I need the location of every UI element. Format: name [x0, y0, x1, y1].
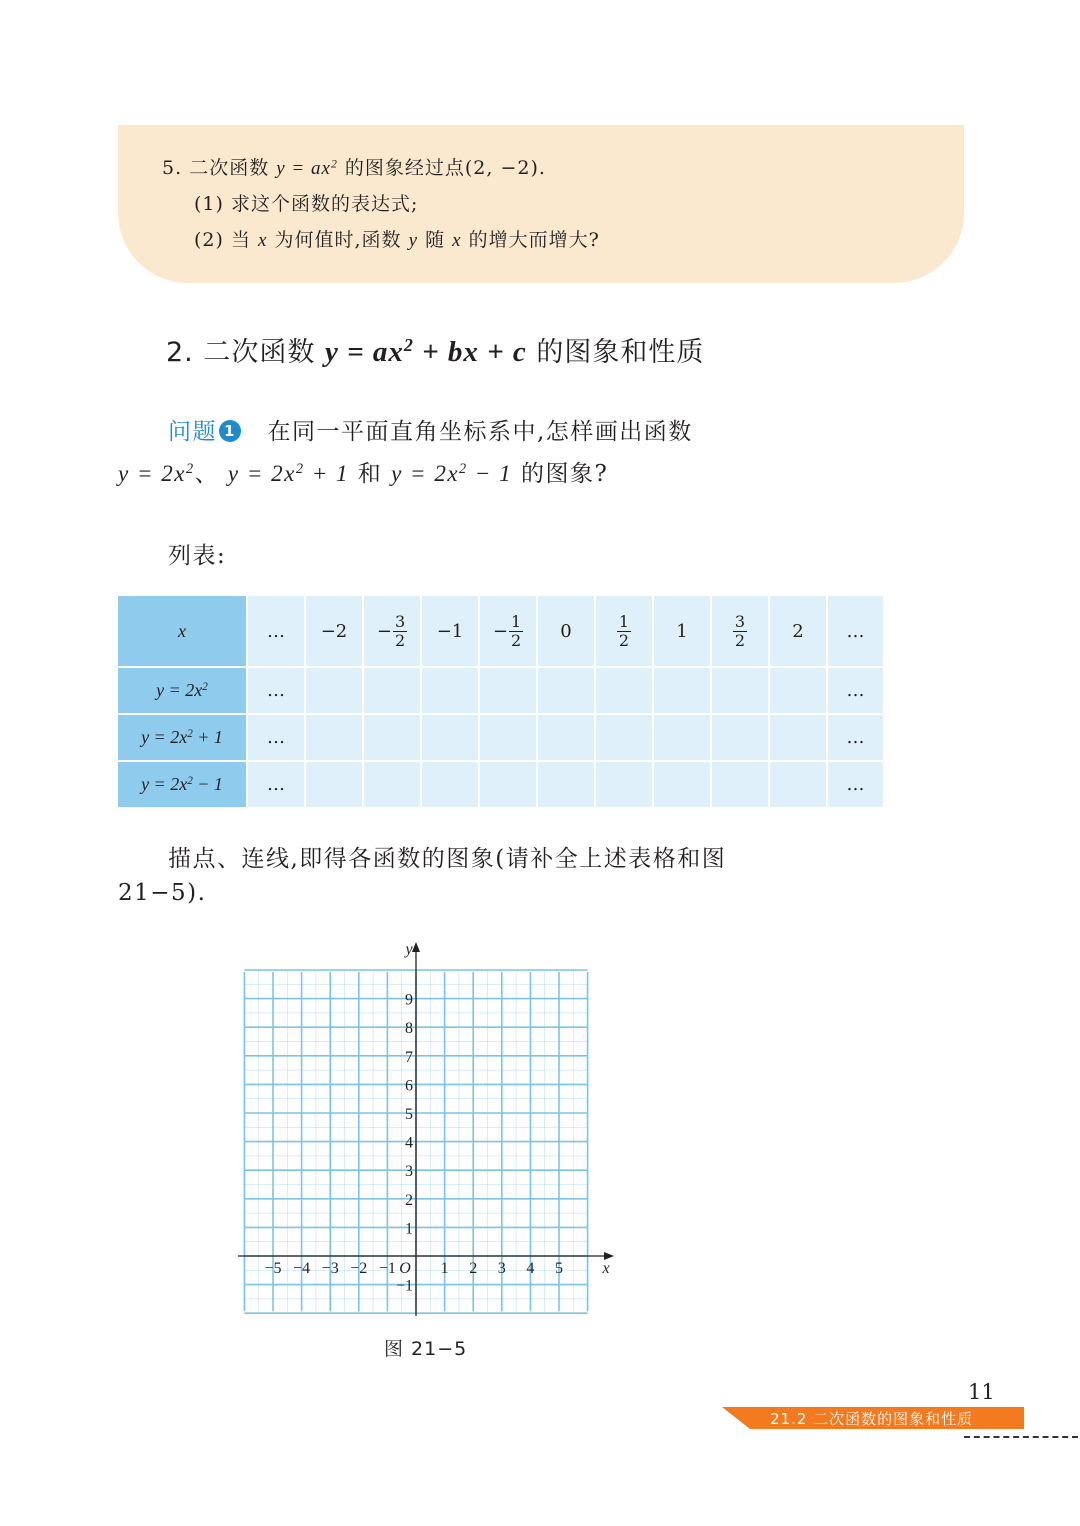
table-cell [538, 668, 596, 715]
table-cell: 2 [770, 596, 828, 668]
table-cell: −1 [422, 596, 480, 668]
table-cell: … [828, 596, 885, 668]
table-cell: … [828, 762, 885, 809]
table-cell [712, 715, 770, 762]
y-tick-label: 3 [405, 1163, 413, 1181]
table-cell-fraction: − $\frac{1}{2}$ [480, 596, 538, 668]
x-axis-label: x [602, 1260, 610, 1277]
instruction-line2: 21−5). [118, 880, 207, 906]
table-row [118, 762, 885, 809]
y-tick-label: 7 [405, 1048, 413, 1066]
function-y-2x2: $y = 2x^2$ [118, 461, 195, 486]
table-cell [480, 668, 538, 715]
exercise-stem-suffix: 的图象经过点(2, −2). [344, 157, 546, 179]
table-cell [654, 715, 712, 762]
table-cell: … [248, 715, 306, 762]
y-tick-label: 5 [405, 1106, 413, 1123]
table-cell [538, 715, 596, 762]
question-number-badge: 1 [219, 420, 241, 442]
value-table [118, 596, 885, 809]
x-axis-arrow [604, 1252, 614, 1260]
section-title-suffix: 的图象和性质 [536, 337, 705, 368]
table-cell [306, 715, 364, 762]
table-header-x: x [118, 596, 248, 668]
x-tick-label: −2 [350, 1260, 368, 1277]
table-cell [654, 668, 712, 715]
function-y-2x2-minus-1: $y = 2x^2 - 1$ [391, 461, 513, 486]
exercise-part2-c: 随 [425, 229, 446, 251]
exercise-part1: (1) 求这个函数的表达式; [194, 193, 419, 215]
origin-label: O [399, 1260, 411, 1277]
table-row-label: $y = 2x^2 - 1$ [118, 762, 248, 809]
exercise-function: $y = ax^2$ [276, 157, 338, 179]
x-tick-label: 4 [526, 1260, 535, 1277]
y-tick-label: 1 [405, 1220, 413, 1238]
table-row [118, 668, 885, 715]
table-cell [712, 762, 770, 809]
x-tick-label: −1 [378, 1260, 396, 1277]
table-cell [422, 715, 480, 762]
instruction-line1: 描点、连线,即得各函数的图象(请补全上述表格和图 [168, 846, 727, 872]
x-tick-label: −5 [264, 1260, 282, 1277]
function-y-2x2-plus-1: $y = 2x^2 + 1$ [227, 461, 349, 486]
table-cell [306, 762, 364, 809]
table-cell [770, 762, 828, 809]
table-cell [596, 668, 654, 715]
x-tick-label: −4 [293, 1260, 311, 1277]
table-cell-fraction: $\frac{1}{2}$ [596, 596, 654, 668]
exercise-part2-d: 的增大而增大? [468, 229, 600, 251]
question-line1 [168, 413, 693, 446]
exercise-stem-prefix: 二次函数 [189, 157, 270, 179]
table-cell [596, 715, 654, 762]
exercise-part2-a: (2) 当 [194, 229, 251, 251]
table-cell [712, 668, 770, 715]
figure-caption: 图 21−5 [384, 1338, 468, 1360]
var-y: y [408, 230, 419, 251]
question-line2 [118, 455, 608, 488]
table-cell [654, 762, 712, 809]
coordinate-grid [236, 938, 616, 1323]
y-axis-label: y [405, 941, 413, 958]
table-cell [364, 762, 422, 809]
table-cell [770, 668, 828, 715]
var-x: x [258, 230, 268, 251]
exercise-part2-b: 为何值时,函数 [274, 229, 402, 251]
section-function: $y = ax^2$ + bx + c [324, 335, 527, 368]
footer-section-label: 21.2 二次函数的图象和性质 [770, 1410, 974, 1428]
table-cell [422, 668, 480, 715]
page-number: 11 [968, 1380, 995, 1404]
table-cell: … [828, 668, 885, 715]
y-tick-label: 9 [405, 991, 413, 1009]
question-label: 问题 1 [168, 419, 241, 445]
table-cell [770, 715, 828, 762]
table-intro: 列表: [168, 543, 227, 569]
table-cell: … [828, 715, 885, 762]
table-cell-fraction: $\frac{3}{2}$ [712, 596, 770, 668]
exercise-number: 5. [162, 157, 183, 179]
section-number: 2. [166, 337, 194, 368]
x-tick-label: 2 [469, 1260, 478, 1277]
conjunction: 和 [357, 461, 383, 487]
table-row-label: $y = 2x^2$ [118, 668, 248, 715]
y-tick-label: 2 [405, 1191, 413, 1209]
table-cell [364, 715, 422, 762]
x-tick-label: 5 [555, 1260, 563, 1277]
table-cell [596, 762, 654, 809]
exercise-part2 [194, 225, 600, 252]
table-row-label: $y = 2x^2 + 1$ [118, 715, 248, 762]
exercise-stem [162, 153, 546, 180]
exercise-box [118, 125, 964, 283]
table-row [118, 715, 885, 762]
footer-divider [964, 1436, 1078, 1438]
table-cell [364, 668, 422, 715]
table-cell [480, 715, 538, 762]
table-cell: −2 [306, 596, 364, 668]
y-tick-label: −1 [395, 1277, 413, 1295]
y-tick-label: 6 [405, 1077, 413, 1095]
x-tick-label: 3 [497, 1260, 506, 1277]
table-cell: … [248, 762, 306, 809]
y-axis-arrow [412, 942, 420, 952]
question-text: 在同一平面直角坐标系中,怎样画出函数 [267, 419, 693, 445]
separator: 、 [194, 461, 220, 487]
table-cell [422, 762, 480, 809]
table-row-x [118, 596, 885, 668]
table-cell: … [248, 668, 306, 715]
table-cell [480, 762, 538, 809]
table-cell [306, 668, 364, 715]
x-tick-label: −3 [321, 1260, 339, 1277]
y-tick-label: 8 [405, 1020, 413, 1038]
table-cell: 1 [654, 596, 712, 668]
table-cell [538, 762, 596, 809]
table-cell: … [248, 596, 306, 668]
x-tick-label: 1 [440, 1260, 449, 1277]
table-cell-fraction: − $\frac{3}{2}$ [364, 596, 422, 668]
var-x: x [452, 230, 462, 251]
section-title-prefix: 二次函数 [203, 337, 316, 368]
y-tick-label: 4 [405, 1134, 413, 1152]
question-end: 的图象? [521, 461, 609, 487]
section-title [166, 330, 704, 369]
table-cell: 0 [538, 596, 596, 668]
